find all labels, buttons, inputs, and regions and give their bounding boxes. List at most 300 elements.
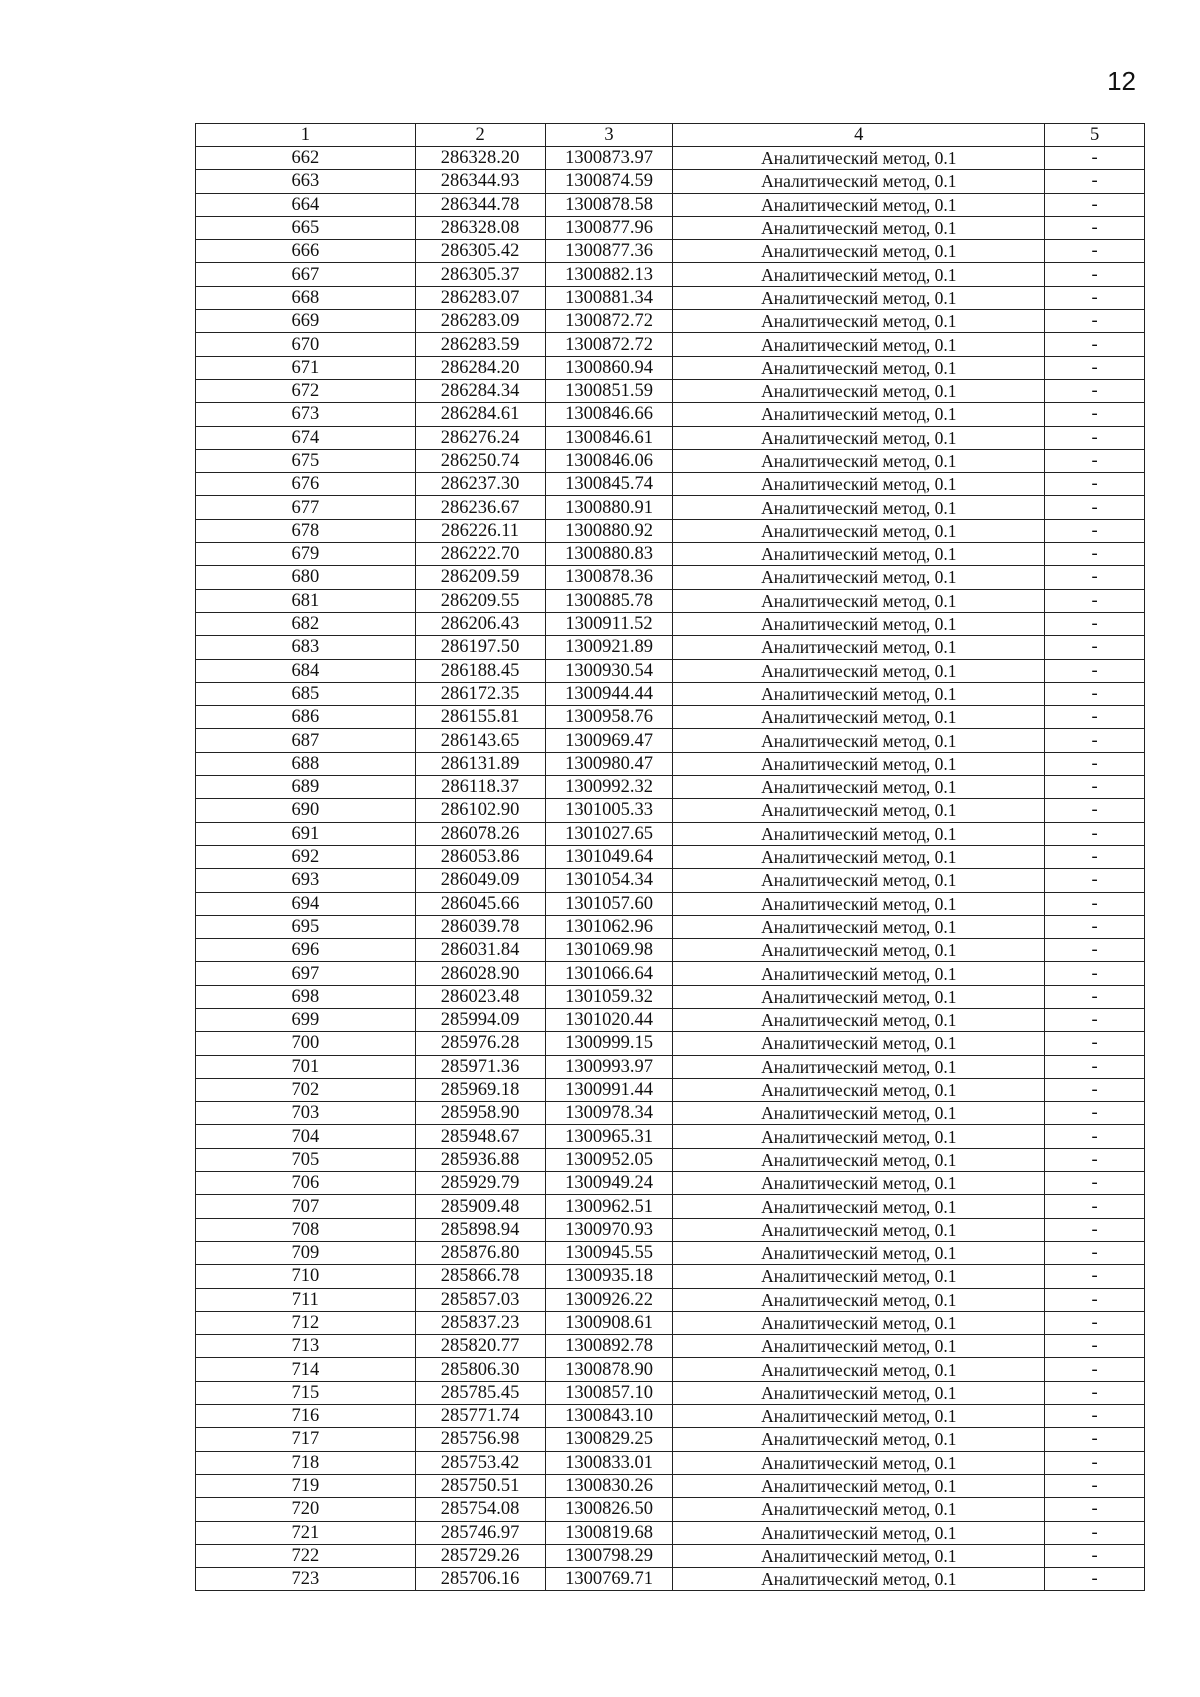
method-cell: Аналитический метод, 0.1 <box>673 356 1045 379</box>
y-coordinate-cell: 1300969.47 <box>545 729 673 752</box>
y-coordinate-cell: 1300880.83 <box>545 543 673 566</box>
x-coordinate-cell: 285785.45 <box>415 1381 545 1404</box>
table-body <box>196 147 1145 1591</box>
point-number-cell: 709 <box>196 1241 416 1264</box>
table-row <box>196 939 1145 962</box>
table-row <box>196 310 1145 333</box>
point-number-cell: 699 <box>196 1008 416 1031</box>
point-number-cell: 677 <box>196 496 416 519</box>
note-cell: - <box>1045 869 1145 892</box>
point-number-cell: 676 <box>196 473 416 496</box>
table-row <box>196 403 1145 426</box>
note-cell: - <box>1045 216 1145 239</box>
y-coordinate-cell: 1300958.76 <box>545 706 673 729</box>
y-coordinate-cell: 1300962.51 <box>545 1195 673 1218</box>
method-cell: Аналитический метод, 0.1 <box>673 589 1045 612</box>
method-cell: Аналитический метод, 0.1 <box>673 496 1045 519</box>
y-coordinate-cell: 1300845.74 <box>545 473 673 496</box>
method-cell: Аналитический метод, 0.1 <box>673 1405 1045 1428</box>
y-coordinate-cell: 1300819.68 <box>545 1521 673 1544</box>
point-number-cell: 663 <box>196 170 416 193</box>
table-row <box>196 1265 1145 1288</box>
point-number-cell: 666 <box>196 240 416 263</box>
table-row <box>196 1451 1145 1474</box>
note-cell: - <box>1045 962 1145 985</box>
note-cell: - <box>1045 147 1145 170</box>
method-cell: Аналитический метод, 0.1 <box>673 1195 1045 1218</box>
note-cell: - <box>1045 1032 1145 1055</box>
point-number-cell: 701 <box>196 1055 416 1078</box>
method-cell: Аналитический метод, 0.1 <box>673 310 1045 333</box>
point-number-cell: 692 <box>196 845 416 868</box>
method-cell: Аналитический метод, 0.1 <box>673 1055 1045 1078</box>
y-coordinate-cell: 1300885.78 <box>545 589 673 612</box>
x-coordinate-cell: 285948.67 <box>415 1125 545 1148</box>
note-cell: - <box>1045 1055 1145 1078</box>
x-coordinate-cell: 286284.20 <box>415 356 545 379</box>
point-number-cell: 721 <box>196 1521 416 1544</box>
y-coordinate-cell: 1300965.31 <box>545 1125 673 1148</box>
note-cell: - <box>1045 1405 1145 1428</box>
point-number-cell: 680 <box>196 566 416 589</box>
method-cell: Аналитический метод, 0.1 <box>673 1451 1045 1474</box>
x-coordinate-cell: 285753.42 <box>415 1451 545 1474</box>
table-row <box>196 496 1145 519</box>
method-cell: Аналитический метод, 0.1 <box>673 1102 1045 1125</box>
column-header-4: 4 <box>673 124 1045 147</box>
x-coordinate-cell: 285746.97 <box>415 1521 545 1544</box>
y-coordinate-cell: 1300769.71 <box>545 1568 673 1591</box>
note-cell: - <box>1045 1381 1145 1404</box>
point-number-cell: 697 <box>196 962 416 985</box>
method-cell: Аналитический метод, 0.1 <box>673 403 1045 426</box>
y-coordinate-cell: 1300830.26 <box>545 1474 673 1497</box>
point-number-cell: 720 <box>196 1498 416 1521</box>
x-coordinate-cell: 285806.30 <box>415 1358 545 1381</box>
x-coordinate-cell: 286283.59 <box>415 333 545 356</box>
point-number-cell: 694 <box>196 892 416 915</box>
y-coordinate-cell: 1300992.32 <box>545 776 673 799</box>
note-cell: - <box>1045 1102 1145 1125</box>
y-coordinate-cell: 1300877.96 <box>545 216 673 239</box>
note-cell: - <box>1045 799 1145 822</box>
point-number-cell: 684 <box>196 659 416 682</box>
method-cell: Аналитический метод, 0.1 <box>673 1078 1045 1101</box>
table-row <box>196 333 1145 356</box>
table-row <box>196 799 1145 822</box>
method-cell: Аналитический метод, 0.1 <box>673 776 1045 799</box>
note-cell: - <box>1045 1335 1145 1358</box>
x-coordinate-cell: 286236.67 <box>415 496 545 519</box>
note-cell: - <box>1045 752 1145 775</box>
page-number: 12 <box>1107 66 1136 96</box>
note-cell: - <box>1045 706 1145 729</box>
y-coordinate-cell: 1300980.47 <box>545 752 673 775</box>
y-coordinate-cell: 1300846.66 <box>545 403 673 426</box>
note-cell: - <box>1045 333 1145 356</box>
method-cell: Аналитический метод, 0.1 <box>673 1335 1045 1358</box>
note-cell: - <box>1045 310 1145 333</box>
method-cell: Аналитический метод, 0.1 <box>673 729 1045 752</box>
table-row <box>196 473 1145 496</box>
note-cell: - <box>1045 1078 1145 1101</box>
note-cell: - <box>1045 776 1145 799</box>
point-number-cell: 662 <box>196 147 416 170</box>
method-cell: Аналитический метод, 0.1 <box>673 1265 1045 1288</box>
table-row <box>196 1498 1145 1521</box>
y-coordinate-cell: 1301027.65 <box>545 822 673 845</box>
y-coordinate-cell: 1300878.36 <box>545 566 673 589</box>
note-cell: - <box>1045 1474 1145 1497</box>
method-cell: Аналитический метод, 0.1 <box>673 845 1045 868</box>
x-coordinate-cell: 285876.80 <box>415 1241 545 1264</box>
note-cell: - <box>1045 193 1145 216</box>
y-coordinate-cell: 1301066.64 <box>545 962 673 985</box>
method-cell: Аналитический метод, 0.1 <box>673 1474 1045 1497</box>
x-coordinate-cell: 285936.88 <box>415 1148 545 1171</box>
x-coordinate-cell: 286155.81 <box>415 706 545 729</box>
table-row <box>196 612 1145 635</box>
y-coordinate-cell: 1300999.15 <box>545 1032 673 1055</box>
method-cell: Аналитический метод, 0.1 <box>673 1358 1045 1381</box>
x-coordinate-cell: 286305.42 <box>415 240 545 263</box>
y-coordinate-cell: 1300880.91 <box>545 496 673 519</box>
method-cell: Аналитический метод, 0.1 <box>673 1032 1045 1055</box>
x-coordinate-cell: 286328.08 <box>415 216 545 239</box>
table-row <box>196 1381 1145 1404</box>
x-coordinate-cell: 286049.09 <box>415 869 545 892</box>
point-number-cell: 706 <box>196 1172 416 1195</box>
note-cell: - <box>1045 845 1145 868</box>
method-cell: Аналитический метод, 0.1 <box>673 333 1045 356</box>
table-row <box>196 1521 1145 1544</box>
note-cell: - <box>1045 1544 1145 1567</box>
table-row <box>196 1102 1145 1125</box>
table-row <box>196 1335 1145 1358</box>
note-cell: - <box>1045 939 1145 962</box>
table-row <box>196 985 1145 1008</box>
y-coordinate-cell: 1300945.55 <box>545 1241 673 1264</box>
method-cell: Аналитический метод, 0.1 <box>673 962 1045 985</box>
method-cell: Аналитический метод, 0.1 <box>673 706 1045 729</box>
table-row <box>196 286 1145 309</box>
point-number-cell: 722 <box>196 1544 416 1567</box>
method-cell: Аналитический метод, 0.1 <box>673 1428 1045 1451</box>
y-coordinate-cell: 1300949.24 <box>545 1172 673 1195</box>
table-row <box>196 869 1145 892</box>
y-coordinate-cell: 1300857.10 <box>545 1381 673 1404</box>
y-coordinate-cell: 1300970.93 <box>545 1218 673 1241</box>
method-cell: Аналитический метод, 0.1 <box>673 147 1045 170</box>
table-row <box>196 216 1145 239</box>
x-coordinate-cell: 286237.30 <box>415 473 545 496</box>
note-cell: - <box>1045 1265 1145 1288</box>
table-row <box>196 1125 1145 1148</box>
column-header-5: 5 <box>1045 124 1145 147</box>
y-coordinate-cell: 1300911.52 <box>545 612 673 635</box>
y-coordinate-cell: 1300926.22 <box>545 1288 673 1311</box>
x-coordinate-cell: 285909.48 <box>415 1195 545 1218</box>
point-number-cell: 687 <box>196 729 416 752</box>
table-row <box>196 170 1145 193</box>
point-number-cell: 691 <box>196 822 416 845</box>
point-number-cell: 665 <box>196 216 416 239</box>
note-cell: - <box>1045 589 1145 612</box>
note-cell: - <box>1045 985 1145 1008</box>
point-number-cell: 678 <box>196 519 416 542</box>
method-cell: Аналитический метод, 0.1 <box>673 892 1045 915</box>
x-coordinate-cell: 286328.20 <box>415 147 545 170</box>
method-cell: Аналитический метод, 0.1 <box>673 1521 1045 1544</box>
note-cell: - <box>1045 612 1145 635</box>
note-cell: - <box>1045 543 1145 566</box>
note-cell: - <box>1045 379 1145 402</box>
point-number-cell: 707 <box>196 1195 416 1218</box>
method-cell: Аналитический метод, 0.1 <box>673 263 1045 286</box>
method-cell: Аналитический метод, 0.1 <box>673 543 1045 566</box>
y-coordinate-cell: 1300851.59 <box>545 379 673 402</box>
y-coordinate-cell: 1300908.61 <box>545 1311 673 1334</box>
x-coordinate-cell: 286283.09 <box>415 310 545 333</box>
note-cell: - <box>1045 403 1145 426</box>
y-coordinate-cell: 1300880.92 <box>545 519 673 542</box>
table-row <box>196 379 1145 402</box>
table-row <box>196 822 1145 845</box>
table-row <box>196 729 1145 752</box>
table-row <box>196 1358 1145 1381</box>
x-coordinate-cell: 285756.98 <box>415 1428 545 1451</box>
x-coordinate-cell: 286188.45 <box>415 659 545 682</box>
y-coordinate-cell: 1300874.59 <box>545 170 673 193</box>
note-cell: - <box>1045 822 1145 845</box>
x-coordinate-cell: 285971.36 <box>415 1055 545 1078</box>
table-row <box>196 240 1145 263</box>
point-number-cell: 690 <box>196 799 416 822</box>
note-cell: - <box>1045 1195 1145 1218</box>
note-cell: - <box>1045 1521 1145 1544</box>
x-coordinate-cell: 286222.70 <box>415 543 545 566</box>
y-coordinate-cell: 1300978.34 <box>545 1102 673 1125</box>
method-cell: Аналитический метод, 0.1 <box>673 612 1045 635</box>
note-cell: - <box>1045 1288 1145 1311</box>
point-number-cell: 700 <box>196 1032 416 1055</box>
x-coordinate-cell: 285837.23 <box>415 1311 545 1334</box>
x-coordinate-cell: 285771.74 <box>415 1405 545 1428</box>
x-coordinate-cell: 286284.34 <box>415 379 545 402</box>
note-cell: - <box>1045 1172 1145 1195</box>
x-coordinate-cell: 285958.90 <box>415 1102 545 1125</box>
note-cell: - <box>1045 426 1145 449</box>
note-cell: - <box>1045 1568 1145 1591</box>
point-number-cell: 669 <box>196 310 416 333</box>
method-cell: Аналитический метод, 0.1 <box>673 216 1045 239</box>
note-cell: - <box>1045 636 1145 659</box>
y-coordinate-cell: 1300991.44 <box>545 1078 673 1101</box>
point-number-cell: 674 <box>196 426 416 449</box>
x-coordinate-cell: 286344.78 <box>415 193 545 216</box>
point-number-cell: 696 <box>196 939 416 962</box>
x-coordinate-cell: 286226.11 <box>415 519 545 542</box>
x-coordinate-cell: 286118.37 <box>415 776 545 799</box>
point-number-cell: 723 <box>196 1568 416 1591</box>
point-number-cell: 671 <box>196 356 416 379</box>
x-coordinate-cell: 286172.35 <box>415 682 545 705</box>
x-coordinate-cell: 285754.08 <box>415 1498 545 1521</box>
y-coordinate-cell: 1301054.34 <box>545 869 673 892</box>
table-row <box>196 1288 1145 1311</box>
point-number-cell: 667 <box>196 263 416 286</box>
note-cell: - <box>1045 1241 1145 1264</box>
point-number-cell: 713 <box>196 1335 416 1358</box>
y-coordinate-cell: 1300846.61 <box>545 426 673 449</box>
table-row <box>196 1218 1145 1241</box>
point-number-cell: 664 <box>196 193 416 216</box>
y-coordinate-cell: 1300877.36 <box>545 240 673 263</box>
point-number-cell: 716 <box>196 1405 416 1428</box>
x-coordinate-cell: 286276.24 <box>415 426 545 449</box>
note-cell: - <box>1045 170 1145 193</box>
table-row <box>196 776 1145 799</box>
point-number-cell: 689 <box>196 776 416 799</box>
table-row <box>196 566 1145 589</box>
x-coordinate-cell: 286305.37 <box>415 263 545 286</box>
y-coordinate-cell: 1300798.29 <box>545 1544 673 1567</box>
method-cell: Аналитический метод, 0.1 <box>673 915 1045 938</box>
table-row <box>196 1032 1145 1055</box>
table-row <box>196 147 1145 170</box>
coordinates-table <box>195 123 1145 1591</box>
note-cell: - <box>1045 496 1145 519</box>
table-header-row <box>196 124 1145 147</box>
note-cell: - <box>1045 659 1145 682</box>
y-coordinate-cell: 1300892.78 <box>545 1335 673 1358</box>
method-cell: Аналитический метод, 0.1 <box>673 799 1045 822</box>
x-coordinate-cell: 286028.90 <box>415 962 545 985</box>
x-coordinate-cell: 286143.65 <box>415 729 545 752</box>
y-coordinate-cell: 1300872.72 <box>545 310 673 333</box>
method-cell: Аналитический метод, 0.1 <box>673 1148 1045 1171</box>
x-coordinate-cell: 286053.86 <box>415 845 545 868</box>
method-cell: Аналитический метод, 0.1 <box>673 636 1045 659</box>
y-coordinate-cell: 1300829.25 <box>545 1428 673 1451</box>
x-coordinate-cell: 286102.90 <box>415 799 545 822</box>
method-cell: Аналитический метод, 0.1 <box>673 1498 1045 1521</box>
method-cell: Аналитический метод, 0.1 <box>673 1008 1045 1031</box>
method-cell: Аналитический метод, 0.1 <box>673 985 1045 1008</box>
point-number-cell: 717 <box>196 1428 416 1451</box>
y-coordinate-cell: 1301049.64 <box>545 845 673 868</box>
point-number-cell: 719 <box>196 1474 416 1497</box>
table-row <box>196 892 1145 915</box>
y-coordinate-cell: 1300921.89 <box>545 636 673 659</box>
y-coordinate-cell: 1301057.60 <box>545 892 673 915</box>
method-cell: Аналитический метод, 0.1 <box>673 1241 1045 1264</box>
table-row <box>196 1078 1145 1101</box>
x-coordinate-cell: 286209.59 <box>415 566 545 589</box>
table-row <box>196 1405 1145 1428</box>
table-row <box>196 752 1145 775</box>
note-cell: - <box>1045 1428 1145 1451</box>
table-row <box>196 1172 1145 1195</box>
point-number-cell: 710 <box>196 1265 416 1288</box>
method-cell: Аналитический метод, 0.1 <box>673 822 1045 845</box>
y-coordinate-cell: 1300882.13 <box>545 263 673 286</box>
x-coordinate-cell: 285994.09 <box>415 1008 545 1031</box>
x-coordinate-cell: 286131.89 <box>415 752 545 775</box>
table-row <box>196 426 1145 449</box>
table-row <box>196 636 1145 659</box>
method-cell: Аналитический метод, 0.1 <box>673 286 1045 309</box>
method-cell: Аналитический метод, 0.1 <box>673 519 1045 542</box>
method-cell: Аналитический метод, 0.1 <box>673 659 1045 682</box>
y-coordinate-cell: 1300872.72 <box>545 333 673 356</box>
note-cell: - <box>1045 356 1145 379</box>
point-number-cell: 704 <box>196 1125 416 1148</box>
note-cell: - <box>1045 566 1145 589</box>
table-row <box>196 356 1145 379</box>
point-number-cell: 702 <box>196 1078 416 1101</box>
method-cell: Аналитический метод, 0.1 <box>673 426 1045 449</box>
x-coordinate-cell: 286031.84 <box>415 939 545 962</box>
note-cell: - <box>1045 729 1145 752</box>
note-cell: - <box>1045 1498 1145 1521</box>
y-coordinate-cell: 1300846.06 <box>545 449 673 472</box>
x-coordinate-cell: 286039.78 <box>415 915 545 938</box>
point-number-cell: 712 <box>196 1311 416 1334</box>
method-cell: Аналитический метод, 0.1 <box>673 1381 1045 1404</box>
point-number-cell: 718 <box>196 1451 416 1474</box>
table-row <box>196 1148 1145 1171</box>
method-cell: Аналитический метод, 0.1 <box>673 193 1045 216</box>
note-cell: - <box>1045 1358 1145 1381</box>
method-cell: Аналитический метод, 0.1 <box>673 752 1045 775</box>
point-number-cell: 703 <box>196 1102 416 1125</box>
x-coordinate-cell: 285976.28 <box>415 1032 545 1055</box>
table-row <box>196 1241 1145 1264</box>
table-row <box>196 519 1145 542</box>
column-header-3: 3 <box>545 124 673 147</box>
point-number-cell: 683 <box>196 636 416 659</box>
point-number-cell: 685 <box>196 682 416 705</box>
y-coordinate-cell: 1300952.05 <box>545 1148 673 1171</box>
method-cell: Аналитический метод, 0.1 <box>673 682 1045 705</box>
method-cell: Аналитический метод, 0.1 <box>673 1568 1045 1591</box>
table-row <box>196 706 1145 729</box>
point-number-cell: 714 <box>196 1358 416 1381</box>
note-cell: - <box>1045 519 1145 542</box>
x-coordinate-cell: 285750.51 <box>415 1474 545 1497</box>
method-cell: Аналитический метод, 0.1 <box>673 939 1045 962</box>
x-coordinate-cell: 285866.78 <box>415 1265 545 1288</box>
point-number-cell: 681 <box>196 589 416 612</box>
method-cell: Аналитический метод, 0.1 <box>673 1544 1045 1567</box>
point-number-cell: 679 <box>196 543 416 566</box>
note-cell: - <box>1045 1008 1145 1031</box>
table-row <box>196 263 1145 286</box>
point-number-cell: 715 <box>196 1381 416 1404</box>
y-coordinate-cell: 1300881.34 <box>545 286 673 309</box>
note-cell: - <box>1045 240 1145 263</box>
point-number-cell: 673 <box>196 403 416 426</box>
point-number-cell: 708 <box>196 1218 416 1241</box>
y-coordinate-cell: 1300935.18 <box>545 1265 673 1288</box>
x-coordinate-cell: 286045.66 <box>415 892 545 915</box>
method-cell: Аналитический метод, 0.1 <box>673 1172 1045 1195</box>
method-cell: Аналитический метод, 0.1 <box>673 170 1045 193</box>
x-coordinate-cell: 285898.94 <box>415 1218 545 1241</box>
note-cell: - <box>1045 1148 1145 1171</box>
point-number-cell: 711 <box>196 1288 416 1311</box>
